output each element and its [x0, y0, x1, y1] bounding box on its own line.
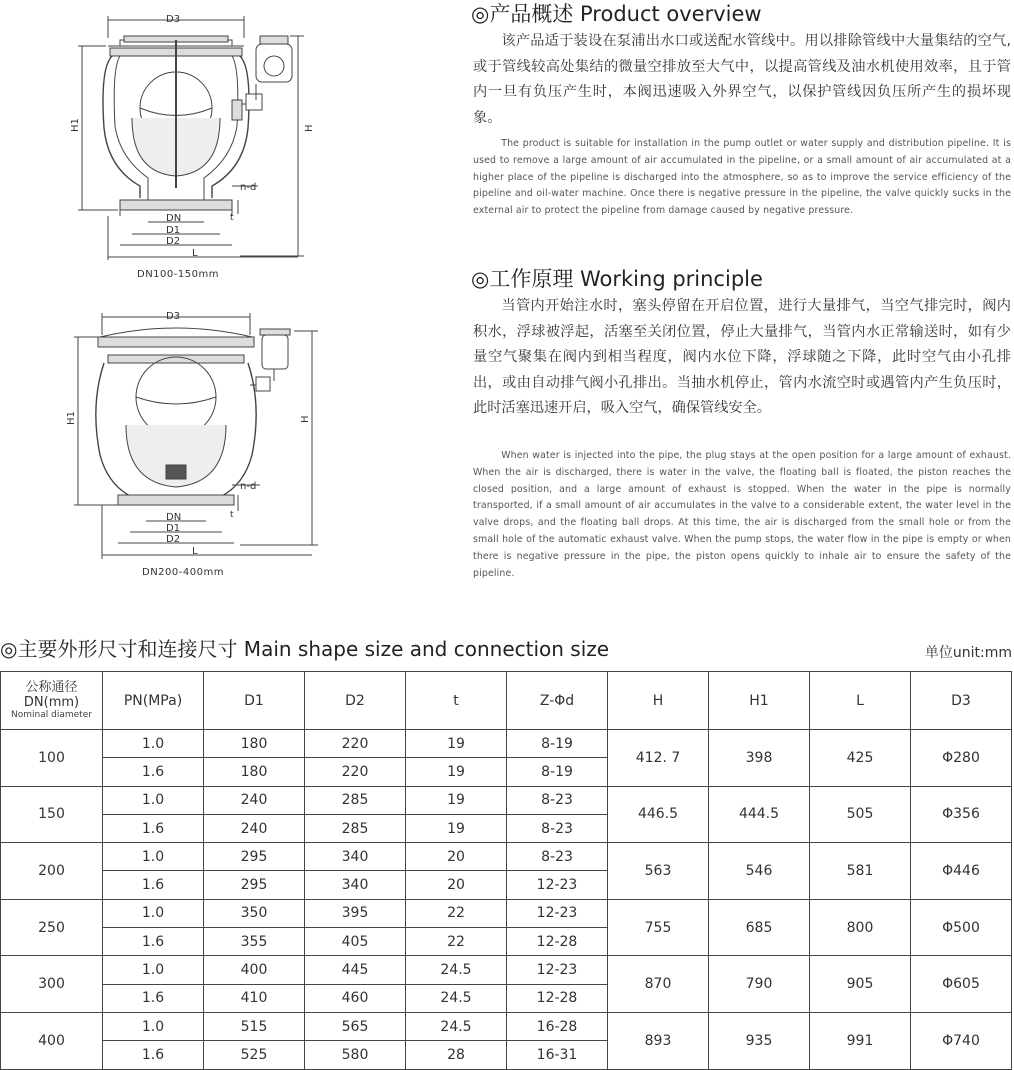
cell-t: 22 — [406, 899, 507, 927]
table-row — [1, 1012, 1012, 1040]
h-label: H — [300, 415, 311, 423]
overview-en-text: The product is suitable for installation in the pump outlet or water supply and distribution pipeline. It is used to remove a large amount of air accumulated in the pipeline, or a small amount of air accumulated at a higher place of the pipeline is discharged into the atmosphere, so as to improve the service efficiency of the pipeline and oil-water machine. Once there is negative pressure in the pipeline, the valve quickly sucks in the external air to protect the pipeline from damage caused by negative pressure. — [473, 138, 1011, 217]
cell-z: 8-23 — [507, 843, 608, 871]
cell-pn: 1.0 — [103, 1012, 204, 1040]
cell-d3: Φ500 — [911, 899, 1012, 956]
d3-label: D3 — [166, 14, 181, 25]
cell-d2: 395 — [305, 899, 406, 927]
principle-title: ◎工作原理 Working principle — [471, 267, 763, 291]
table-header-row — [1, 672, 1012, 730]
principle-en-text: When water is injected into the pipe, the plug stays at the open position for a large amount of exhaust. When the air is discharged, there is water in the valve, the floating ball is floated, the piston reaches the closed position, and a large amount of exhaust is stopped. When the water in the pipe is normally transported, if a small amount of air accumulates in the valve to a considerable extent, the water level in the valve drops, and the floating ball drops. At this time, the air is discharged from the small hole or from the small hole of the automatic exhaust valve. When the pump stops, the water flow in the pipe is empty or when there is negative pressure in the pipe, the piston opens quickly to inhale air to ensure the safety of the pipeline. — [473, 450, 1011, 579]
cell-d2: 220 — [305, 758, 406, 786]
cell-z: 8-19 — [507, 758, 608, 786]
cell-l: 505 — [810, 786, 911, 843]
cell-t: 28 — [406, 1041, 507, 1069]
cell-d1: 515 — [204, 1012, 305, 1040]
cell-h1: 685 — [709, 899, 810, 956]
cell-z: 8-23 — [507, 786, 608, 814]
cell-dn: 400 — [1, 1012, 103, 1069]
cell-pn: 1.6 — [103, 1041, 204, 1069]
l-label: L — [192, 248, 198, 259]
cell-d2: 220 — [305, 730, 406, 758]
cell-pn: 1.0 — [103, 843, 204, 871]
cell-d2: 285 — [305, 814, 406, 842]
l-label: L — [192, 546, 198, 557]
header-l: L — [810, 672, 911, 730]
n-d-label: n-d — [240, 481, 257, 492]
cell-h: 563 — [608, 843, 709, 900]
cell-d1: 350 — [204, 899, 305, 927]
cell-h: 412. 7 — [608, 730, 709, 787]
d3-label: D3 — [166, 311, 181, 322]
cell-d2: 405 — [305, 928, 406, 956]
table-row — [1, 899, 1012, 927]
cell-pn: 1.0 — [103, 899, 204, 927]
principle-cn-text: 当管内开始注水时，塞头停留在开启位置，进行大量排气，当空气排完时，阀内积水，浮球被浮起，活塞至关闭位置，停止大量排气，当管内水正常输送时，如有少量空气聚集在阀内到相当程度，阀内水位下降，浮球随之下降，此时空气由小孔排出，或由自动排气阀小孔排出。当抽水机停止，管内水流空时或遇管内产生负压时，此时活塞迅速开启，吸入空气，确保管线安全。 — [473, 298, 1011, 416]
cell-l: 800 — [810, 899, 911, 956]
cell-h: 446.5 — [608, 786, 709, 843]
cell-pn: 1.6 — [103, 814, 204, 842]
d1-label: D1 — [166, 225, 181, 236]
cell-dn: 300 — [1, 956, 103, 1013]
cell-d2: 285 — [305, 786, 406, 814]
cell-dn: 250 — [1, 899, 103, 956]
dn-label: DN — [166, 512, 182, 523]
cell-t: 24.5 — [406, 956, 507, 984]
cell-d1: 240 — [204, 786, 305, 814]
cell-h: 893 — [608, 1012, 709, 1069]
cell-d2: 340 — [305, 843, 406, 871]
unit-label: 单位unit:mm — [924, 645, 1012, 661]
cell-d3: Φ280 — [911, 730, 1012, 787]
cell-dn: 150 — [1, 786, 103, 843]
cell-z: 12-23 — [507, 956, 608, 984]
header-h1: H1 — [709, 672, 810, 730]
cell-d3: Φ446 — [911, 843, 1012, 900]
cell-d2: 460 — [305, 984, 406, 1012]
cell-dn: 200 — [1, 843, 103, 900]
cell-z: 12-28 — [507, 928, 608, 956]
cell-z: 8-23 — [507, 814, 608, 842]
cell-d2: 565 — [305, 1012, 406, 1040]
cell-pn: 1.6 — [103, 871, 204, 899]
header-z: Z-Φd — [507, 672, 608, 730]
cell-d2: 580 — [305, 1041, 406, 1069]
cell-d1: 400 — [204, 956, 305, 984]
cell-l: 581 — [810, 843, 911, 900]
h1-label: H1 — [66, 411, 77, 425]
cell-z: 12-23 — [507, 899, 608, 927]
table-row — [1, 843, 1012, 871]
drawing-caption-dn100-150: DN100-150mm — [137, 269, 219, 280]
cell-h1: 398 — [709, 730, 810, 787]
table-row — [1, 786, 1012, 814]
cell-pn: 1.6 — [103, 928, 204, 956]
cell-t: 19 — [406, 758, 507, 786]
cell-pn: 1.0 — [103, 956, 204, 984]
cell-z: 16-28 — [507, 1012, 608, 1040]
cell-d1: 180 — [204, 730, 305, 758]
cell-t: 19 — [406, 730, 507, 758]
cell-h1: 790 — [709, 956, 810, 1013]
cell-t: 22 — [406, 928, 507, 956]
cell-d2: 445 — [305, 956, 406, 984]
cell-z: 16-31 — [507, 1041, 608, 1069]
header-dn — [1, 672, 103, 730]
cell-d1: 180 — [204, 758, 305, 786]
cell-d1: 410 — [204, 984, 305, 1012]
cell-l: 905 — [810, 956, 911, 1013]
header-dn-unit: DN(mm) — [23, 695, 80, 710]
cell-t: 20 — [406, 843, 507, 871]
cell-t: 24.5 — [406, 1012, 507, 1040]
cell-h: 870 — [608, 956, 709, 1013]
cell-d1: 525 — [204, 1041, 305, 1069]
cell-t: 20 — [406, 871, 507, 899]
cell-h1: 546 — [709, 843, 810, 900]
size-section-title: ◎主要外形尺寸和连接尺寸 Main shape size and connection size — [0, 637, 610, 661]
table-row — [1, 730, 1012, 758]
overview-title: ◎产品概述 Product overview — [471, 2, 762, 26]
cell-d3: Φ605 — [911, 956, 1012, 1013]
cell-h1: 444.5 — [709, 786, 810, 843]
cell-t: 19 — [406, 814, 507, 842]
n-d-label: n-d — [240, 182, 257, 193]
cell-z: 12-28 — [507, 984, 608, 1012]
header-t: t — [406, 672, 507, 730]
cell-z: 12-23 — [507, 871, 608, 899]
d1-label: D1 — [166, 523, 181, 534]
cell-z: 8-19 — [507, 730, 608, 758]
cell-t: 24.5 — [406, 984, 507, 1012]
drawing-caption-dn200-400: DN200-400mm — [142, 567, 224, 578]
cell-pn: 1.6 — [103, 984, 204, 1012]
cell-h: 755 — [608, 899, 709, 956]
header-dn-en: Nominal diameter — [11, 710, 92, 720]
cell-pn: 1.6 — [103, 758, 204, 786]
cell-d3: Φ356 — [911, 786, 1012, 843]
header-d3: D3 — [911, 672, 1012, 730]
t-label: t — [230, 213, 234, 223]
table-row — [1, 956, 1012, 984]
header-d1: D1 — [204, 672, 305, 730]
t-label: t — [230, 510, 234, 520]
valve-drawing-dn200-400 — [60, 305, 330, 567]
overview-cn-text: 该产品适于装设在泵浦出水口或送配水管线中。用以排除管线中大量集结的空气,或于管线较高处集结的微量空排放至大气中，以提高管线及油水机使用效率，且于管内一旦有负压产生时，本阀迅速吸入外界空气，以保护管线因负压所产生的损坏现象。 — [473, 33, 1011, 126]
cell-dn: 100 — [1, 730, 103, 787]
cell-d2: 340 — [305, 871, 406, 899]
cell-d1: 240 — [204, 814, 305, 842]
h-label: H — [304, 124, 315, 132]
cell-d1: 355 — [204, 928, 305, 956]
header-dn-cn: 公称通径 — [25, 680, 78, 695]
cell-d3: Φ740 — [911, 1012, 1012, 1069]
spec-table — [0, 671, 1012, 1070]
cell-h1: 935 — [709, 1012, 810, 1069]
header-h: H — [608, 672, 709, 730]
cell-d1: 295 — [204, 843, 305, 871]
cell-d1: 295 — [204, 871, 305, 899]
cell-t: 19 — [406, 786, 507, 814]
cell-l: 425 — [810, 730, 911, 787]
header-d2: D2 — [305, 672, 406, 730]
d2-label: D2 — [166, 534, 181, 545]
cell-pn: 1.0 — [103, 730, 204, 758]
header-pn: PN(MPa) — [103, 672, 204, 730]
cell-l: 991 — [810, 1012, 911, 1069]
valve-drawing-dn100-150 — [60, 8, 320, 273]
cell-pn: 1.0 — [103, 786, 204, 814]
dn-label: DN — [166, 213, 182, 224]
d2-label: D2 — [166, 236, 181, 247]
h1-label: H1 — [70, 118, 81, 132]
